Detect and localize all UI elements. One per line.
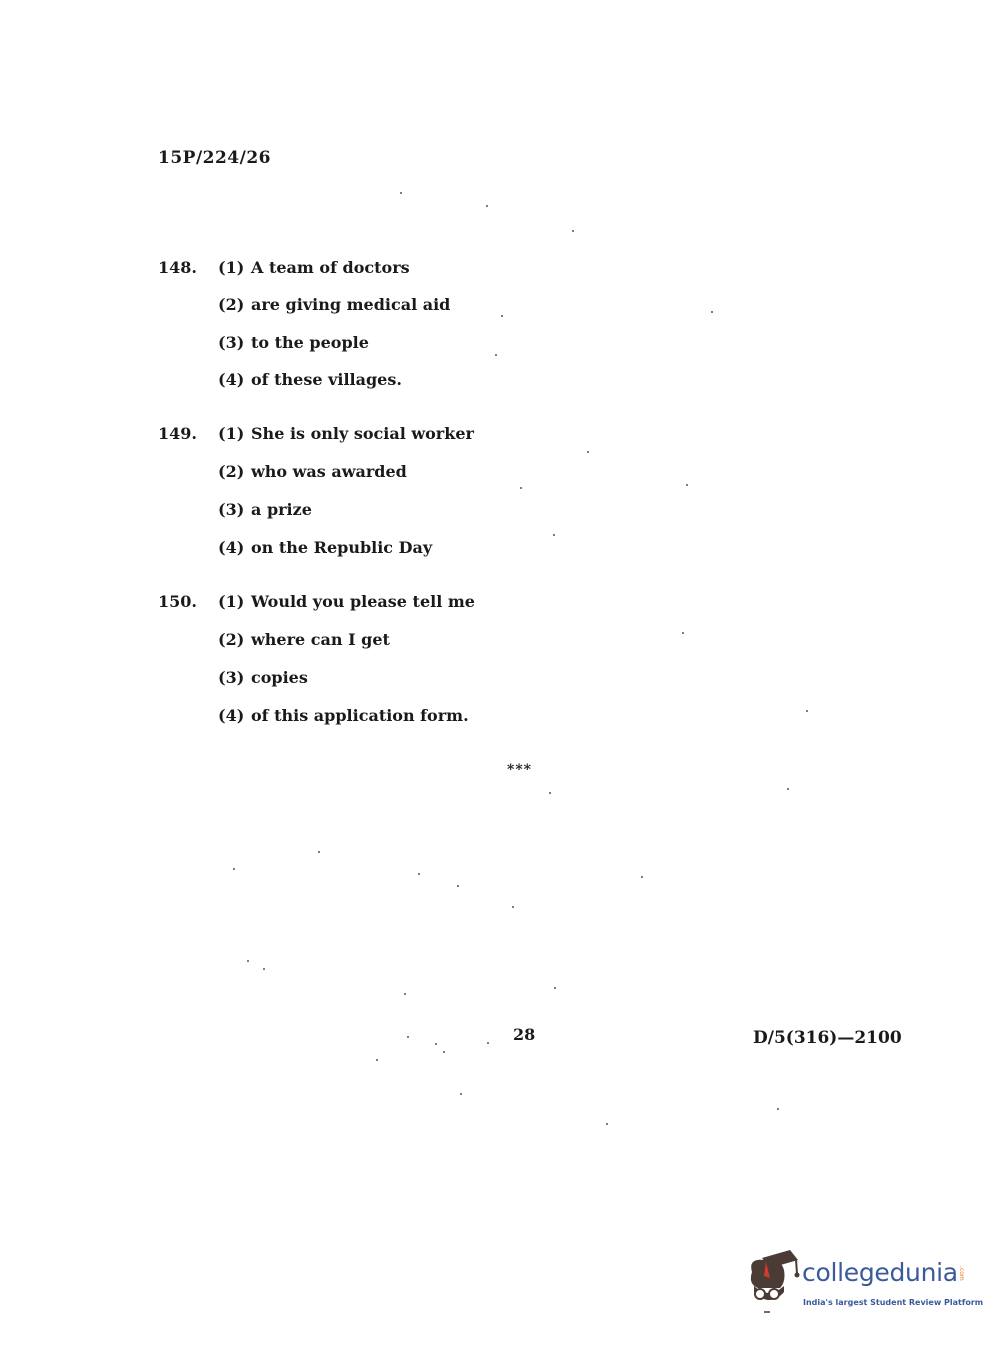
option	[218, 500, 312, 524]
option	[218, 424, 474, 448]
question-number: 148.	[158, 258, 197, 277]
scan-speck	[501, 315, 503, 317]
scan-speck	[806, 710, 808, 712]
logo-wordmark: collegedunia	[802, 1258, 958, 1287]
option-text: on the Republic Day	[251, 538, 433, 557]
graduate-mascot-icon	[740, 1248, 802, 1318]
scan-speck	[418, 873, 420, 875]
scan-speck	[443, 1051, 445, 1053]
option-number: (2)	[218, 295, 245, 314]
scan-speck	[686, 484, 688, 486]
scan-speck	[376, 1059, 378, 1061]
option	[218, 630, 390, 654]
scan-speck	[606, 1123, 608, 1125]
option-number: (4)	[218, 370, 245, 389]
option-text: a prize	[251, 500, 312, 519]
scan-speck	[263, 968, 265, 970]
option-text: of these villages.	[251, 370, 402, 389]
option	[218, 333, 369, 357]
scan-speck	[572, 230, 574, 232]
option-number: (2)	[218, 630, 245, 649]
option	[218, 295, 450, 319]
scan-speck	[407, 1036, 409, 1038]
option	[218, 592, 475, 616]
option-number: (3)	[218, 668, 245, 687]
scan-speck	[404, 993, 406, 995]
option-number: (1)	[218, 424, 245, 443]
series-code: D/5(316)—2100	[753, 1028, 902, 1048]
scan-speck	[486, 205, 488, 207]
scan-speck	[495, 354, 497, 356]
scan-speck	[549, 792, 551, 794]
question-number: 149.	[158, 424, 197, 443]
option-text: of this application form.	[251, 706, 469, 725]
collegedunia-logo	[740, 1248, 984, 1318]
option-number: (3)	[218, 333, 245, 352]
option-text: where can I get	[251, 630, 390, 649]
option	[218, 538, 432, 562]
option-number: (4)	[218, 538, 245, 557]
scan-speck	[682, 632, 684, 634]
option-number: (2)	[218, 462, 245, 481]
option-number: (1)	[218, 592, 245, 611]
scan-speck	[400, 192, 402, 194]
option-text: She is only social worker	[251, 424, 474, 443]
option-number: (4)	[218, 706, 245, 725]
end-marker: ***	[507, 762, 532, 778]
logo-tagline: India's largest Student Review Platform	[803, 1298, 984, 1307]
scan-speck	[641, 876, 643, 878]
scan-speck	[553, 534, 555, 536]
option-text: are giving medical aid	[251, 295, 451, 314]
scan-speck	[460, 1093, 462, 1095]
option	[218, 668, 308, 692]
option	[218, 706, 469, 730]
scan-speck	[711, 311, 713, 313]
scan-speck	[587, 451, 589, 453]
scan-speck	[520, 487, 522, 489]
option-number: (1)	[218, 258, 245, 277]
scan-speck	[457, 885, 459, 887]
option-number: (3)	[218, 500, 245, 519]
scan-speck	[512, 906, 514, 908]
scan-speck	[233, 868, 235, 870]
option-text: Would you please tell me	[251, 592, 475, 611]
option	[218, 462, 407, 486]
scan-speck	[787, 788, 789, 790]
scan-speck	[435, 1043, 437, 1045]
paper-code: 15P/224/26	[158, 148, 272, 168]
question-number: 150.	[158, 592, 197, 611]
option	[218, 258, 410, 282]
option-text: who was awarded	[251, 462, 407, 481]
scan-speck	[318, 851, 320, 853]
scan-speck	[777, 1108, 779, 1110]
option	[218, 370, 402, 394]
logo-dotcom: .com	[958, 1266, 965, 1281]
scan-speck	[487, 1042, 489, 1044]
option-text: A team of doctors	[251, 258, 410, 277]
option-text: to the people	[251, 333, 369, 352]
option-text: copies	[251, 668, 308, 687]
page-number: 28	[513, 1025, 536, 1044]
scan-speck	[247, 960, 249, 962]
scan-speck	[554, 987, 556, 989]
